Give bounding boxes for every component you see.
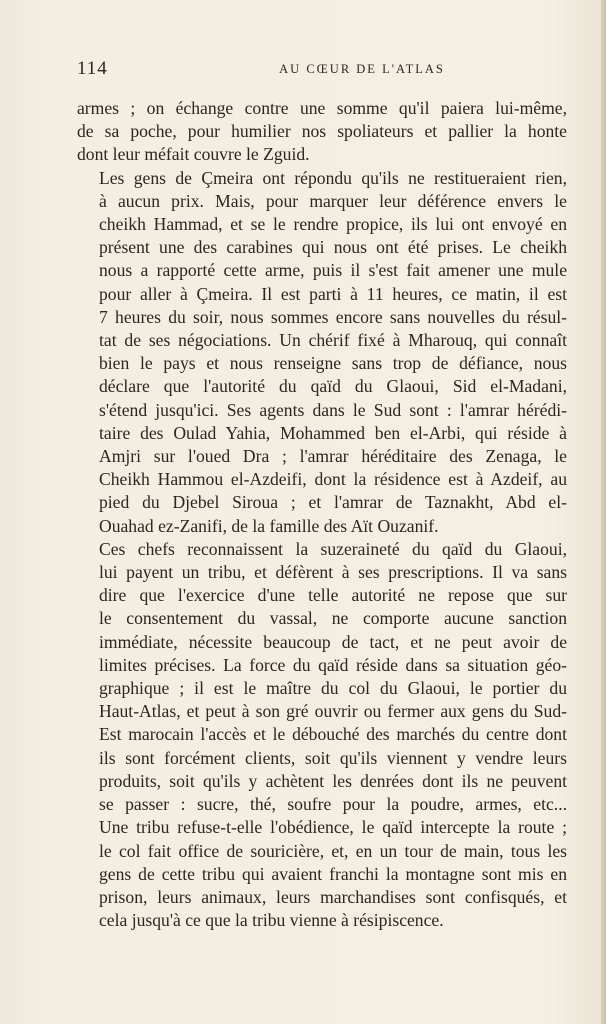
text-line: nous a rapporté cette arme, puis il s'est fait amener une mule	[99, 260, 567, 281]
body-text	[77, 97, 567, 932]
text-line: 7 heures du soir, nous sommes encore sans nouvelles du résul-	[99, 306, 567, 327]
text-line: Les gens de Çmeira ont répondu qu'ils ne restitueraient rien,	[99, 167, 567, 188]
text-line: Ces chefs reconnaissent la suzeraineté du qaïd du Glaoui,	[99, 538, 567, 559]
text-line: produits, soit qu'ils y achètent les denrées dont ils ne peuvent	[99, 770, 567, 791]
text-line: prison, leurs animaux, leurs marchandises sont confisqués, et	[99, 886, 567, 907]
text-line: gens de cette tribu qui avaient franchi la montagne sont mis en	[99, 863, 567, 884]
text-line: limites précises. La force du qaïd réside dans sa situation géo-	[99, 654, 567, 675]
text-line: bien le pays et nous renseigne sans trop de défiance, nous	[99, 353, 567, 374]
text-line: de sa poche, pour humilier nos spoliateurs et pallier la honte	[77, 121, 567, 142]
text-line: Haut-Atlas, et peut à son gré ouvrir ou fermer aux gens du Sud-	[99, 701, 567, 722]
paragraph	[77, 167, 567, 538]
text-line: le col fait office de souricière, et, en un tour de main, tous les	[99, 840, 567, 861]
text-line: dont leur méfait couvre le Zguid.	[77, 144, 310, 165]
paragraph	[77, 538, 567, 932]
page-edge	[601, 0, 606, 1024]
text-line: pour aller à Çmeira. Il est parti à 11 heures, ce matin, il est	[99, 283, 567, 304]
running-head: AU CŒUR DE L'ATLAS	[279, 62, 445, 76]
paragraph	[77, 97, 567, 167]
text-line: taire des Oulad Yahia, Mohammed ben el-Arbi, qui réside à	[99, 422, 567, 443]
page-header	[77, 58, 567, 82]
text-line: Amjri sur l'oued Dra ; l'amrar héréditaire des Zenaga, le	[99, 446, 567, 467]
text-line: présent une des carabines qui nous ont été prises. Le cheikh	[99, 237, 567, 258]
text-line: pied du Djebel Siroua ; et l'amrar de Taznakht, Abd el-	[99, 492, 567, 513]
text-line: Cheikh Hammou el-Azdeifi, dont la résidence est à Azdeif, au	[99, 469, 567, 490]
text-line: s'étend jusqu'ici. Ses agents dans le Sud sont : l'amrar hérédi-	[99, 399, 567, 420]
text-line: à aucun prix. Mais, pour marquer leur déférence envers le	[99, 190, 567, 211]
text-line: déclare que l'autorité du qaïd du Glaoui, Sid el-Madani,	[99, 376, 567, 397]
text-line: immédiate, nécessite beaucoup de tact, et ne peut avoir de	[99, 631, 567, 652]
text-line: Ouahad ez-Zanifi, de la famille des Aït Ouzanif.	[99, 515, 439, 536]
page-number: 114	[77, 58, 108, 79]
text-line: cela jusqu'à ce que la tribu vienne à résipiscence.	[99, 910, 444, 931]
text-line: Une tribu refuse-t-elle l'obédience, le qaïd intercepte la route ;	[99, 817, 567, 838]
text-line: Est marocain l'accès et le débouché des marchés du centre dont	[99, 724, 567, 745]
text-line: ils sont forcément clients, soit qu'ils viennent y vendre leurs	[99, 747, 567, 768]
text-line: lui payent un tribu, et défèrent à ses prescriptions. Il va sans	[99, 562, 567, 583]
text-line: cheikh Hammad, et se le rendre propice, ils lui ont envoyé en	[99, 214, 567, 235]
text-line: graphique ; il est le maître du col du Glaoui, le portier du	[99, 678, 567, 699]
text-line: tat de ses négociations. Un chérif fixé à Mharouq, qui connaît	[99, 330, 567, 351]
text-line: le consentement du vassal, ne comporte aucune sanction	[99, 608, 567, 629]
text-line: se passer : sucre, thé, soufre pour la poudre, armes, etc...	[99, 794, 567, 815]
text-line: dire que l'exercice d'une telle autorité ne repose que sur	[99, 585, 567, 606]
text-line: armes ; on échange contre une somme qu'il paiera lui-même,	[77, 98, 567, 118]
